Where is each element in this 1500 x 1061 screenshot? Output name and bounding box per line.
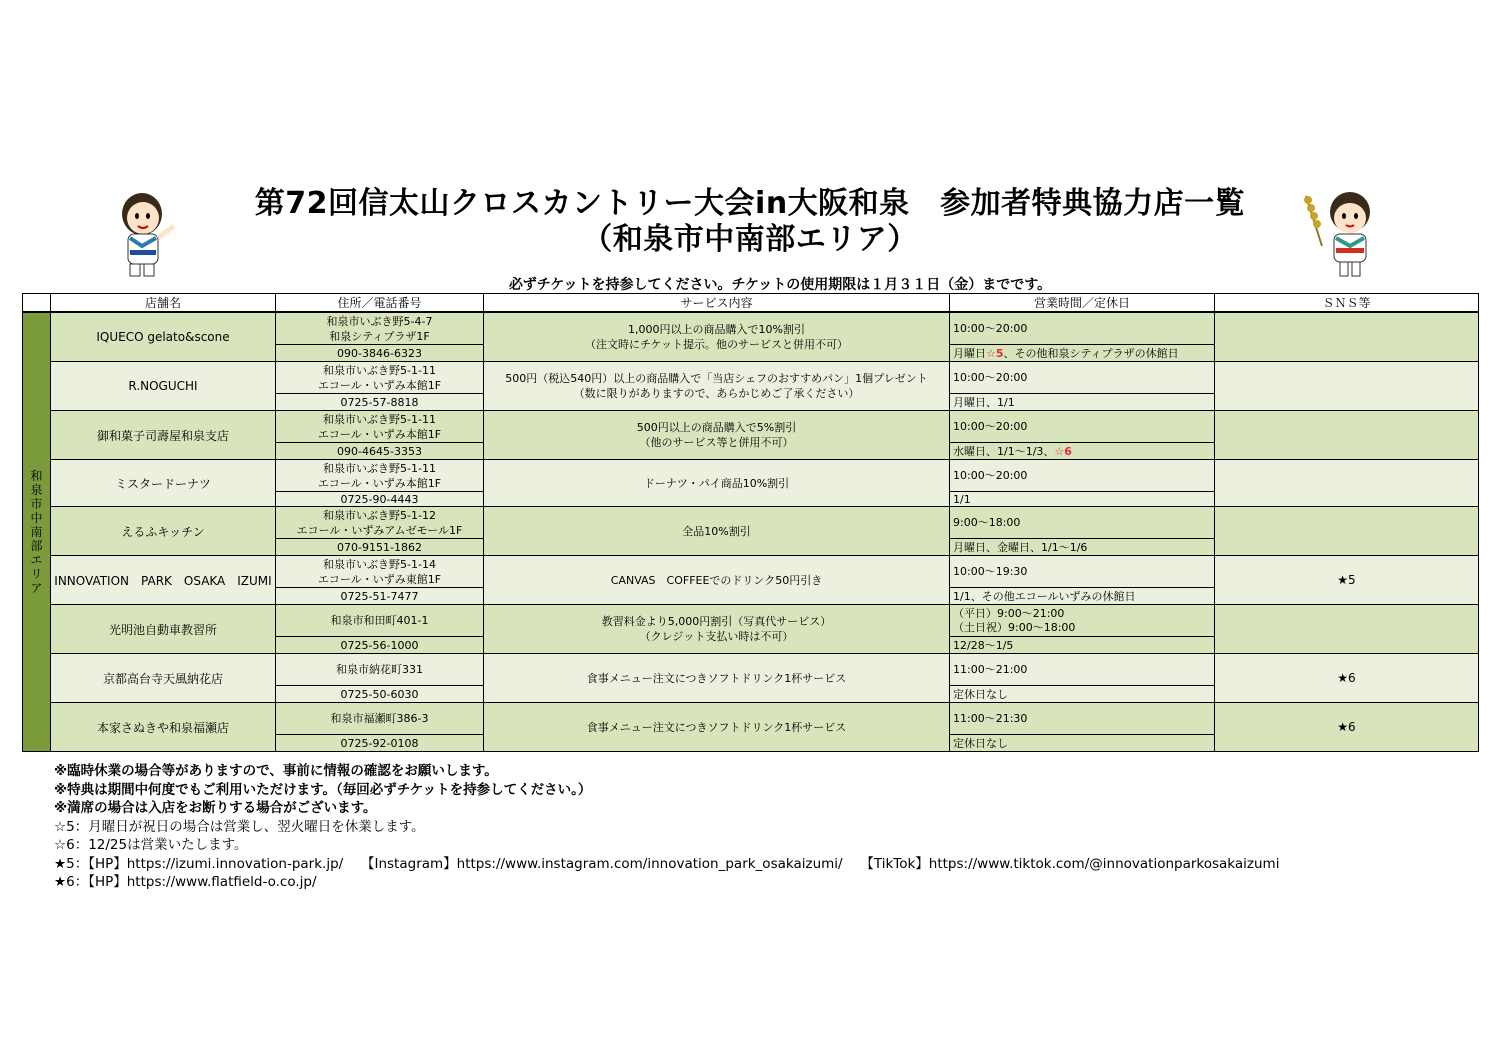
shop-sns (1215, 507, 1479, 556)
shop-service: 1,000円以上の商品購入で10%割引 （注文時にチケット提示。他のサービスと併用不可） (484, 312, 950, 362)
shop-closed-days: 1/1 (950, 492, 1215, 507)
shop-address: 和泉市いぶき野5-1-11 エコール・いずみ本館1F (276, 362, 484, 394)
shop-service: 500円以上の商品購入で5%割引 （他のサービス等と併用不可） (484, 411, 950, 460)
shop-sns: ★5 (1215, 556, 1479, 605)
shop-closed-days: 定休日なし (950, 735, 1215, 752)
page-title (180, 186, 1320, 258)
table-row (23, 654, 1479, 686)
shop-closed-days: 1/1、その他エコールいずみの休館日 (950, 588, 1215, 605)
shop-sns: ★6 (1215, 703, 1479, 752)
shop-name: R.NOGUCHI (51, 362, 276, 411)
shop-sns (1215, 411, 1479, 460)
table-row (23, 411, 1479, 443)
shop-closed-days: 月曜日、1/1 (950, 394, 1215, 411)
shop-closed-days: 水曜日、1/1～1/3、☆6 (950, 443, 1215, 460)
shop-hours: 9:00～18:00 (950, 507, 1215, 539)
shop-address: 和泉市和田町401-1 (276, 605, 484, 637)
table-header-row (23, 294, 1479, 313)
shop-name: 京都高台寺天風納花店 (51, 654, 276, 703)
table-row (23, 362, 1479, 394)
shop-address: 和泉市いぶき野5-1-11 エコール・いずみ本館1F (276, 411, 484, 443)
footnotes (54, 762, 1454, 892)
mascot-boy-illustration (112, 186, 184, 280)
note-line: ※臨時休業の場合等がありますので、事前に情報の確認をお願いします。 (54, 763, 498, 779)
name-header: 店舗名 (51, 294, 276, 313)
note-links-flatfield: ★6：【HP】https://www.flatfield-o.co.jp/ (54, 874, 317, 890)
table-row (23, 703, 1479, 735)
area-header (23, 294, 51, 313)
shop-name: えるふキッチン (51, 507, 276, 556)
shop-closed-days: 定休日なし (950, 686, 1215, 703)
note-line: ☆5：月曜日が祝日の場合は営業し、翌火曜日を休業します。 (54, 818, 425, 835)
shop-service: ドーナツ・パイ商品10%割引 (484, 460, 950, 507)
note-line: ☆6：12/25は営業いたします。 (54, 837, 248, 853)
shop-name: IQUECO gelato&scone (51, 312, 276, 362)
shop-sns (1215, 312, 1479, 362)
title-line-1: 第72回信太山クロスカントリー大会in大阪和泉 参加者特典協力店一覧 (254, 186, 1246, 221)
shop-phone: 0725-56-1000 (276, 637, 484, 654)
service-header: サービス内容 (484, 294, 950, 313)
title-line-2: （和泉市中南部エリア） (582, 222, 918, 257)
area-label: 和泉市中南部エリア (23, 312, 51, 752)
shop-address: 和泉市いぶき野5-1-12 エコール・いずみアムゼモール1F (276, 507, 484, 539)
shop-name: 光明池自動車教習所 (51, 605, 276, 654)
shop-table (22, 293, 1479, 752)
shop-phone: 0725-92-0108 (276, 735, 484, 752)
shop-phone: 0725-90-4443 (276, 492, 484, 507)
hours-header: 営業時間／定休日 (950, 294, 1215, 313)
shop-address: 和泉市いぶき野5-1-14 エコール・いずみ東館1F (276, 556, 484, 588)
shop-address: 和泉市納花町331 (276, 654, 484, 686)
shop-phone: 070-9151-1862 (276, 539, 484, 556)
shop-hours: （平日）9:00～21:00 （土日祝）9:00～18:00 (950, 605, 1215, 637)
shop-name: 本家さぬきや和泉福瀬店 (51, 703, 276, 752)
table-row (23, 507, 1479, 539)
shop-closed-days: 月曜日、金曜日、1/1～1/6 (950, 539, 1215, 556)
shop-phone: 0725-51-7477 (276, 588, 484, 605)
table-row (23, 460, 1479, 492)
shop-service: 食事メニュー注文につきソフトドリンク1杯サービス (484, 703, 950, 752)
shop-closed-days: 12/28～1/5 (950, 637, 1215, 654)
shop-name: INNOVATION PARK OSAKA IZUMI (51, 556, 276, 605)
note-line: ※特典は期間中何度でもご利用いただけます。（毎回必ずチケットを持参してください。） (54, 781, 592, 798)
shop-sns (1215, 362, 1479, 411)
shop-sns (1215, 460, 1479, 507)
shop-phone: 0725-50-6030 (276, 686, 484, 703)
table-row (23, 605, 1479, 637)
table-row (23, 312, 1479, 345)
shop-phone: 090-4645-3353 (276, 443, 484, 460)
table-row (23, 556, 1479, 588)
shop-hours: 11:00～21:00 (950, 654, 1215, 686)
shop-phone: 0725-57-8818 (276, 394, 484, 411)
ticket-notice: 必ずチケットを持参してください。チケットの使用期限は１月３１日（金）までです。 (508, 277, 1052, 293)
shop-hours: 11:00～21:30 (950, 703, 1215, 735)
shop-phone: 090-3846-6323 (276, 345, 484, 362)
shop-sns: ★6 (1215, 654, 1479, 703)
shop-closed-days: 月曜日☆5、その他和泉シティプラザの休館日 (950, 345, 1215, 362)
shop-hours: 10:00～20:00 (950, 411, 1215, 443)
note-links-innovation-park: ★5：【HP】https://izumi.innovation-park.jp/ 【Instagram】https://www.instagram.com/innovation_park_osakaizumi/ 【TikTok】https://www.tiktok.com/@innovationparkosakaizumi (54, 855, 1280, 872)
shop-sns (1215, 605, 1479, 654)
shop-service: CANVAS COFFEEでのドリンク50円引き (484, 556, 950, 605)
shop-name: 御和菓子司壽屋和泉支店 (51, 411, 276, 460)
shop-hours: 10:00～20:00 (950, 460, 1215, 492)
shop-name: ミスタードーナツ (51, 460, 276, 507)
shop-hours: 10:00～20:00 (950, 362, 1215, 394)
sns-header: ＳＮＳ等 (1215, 294, 1479, 313)
shop-hours: 10:00～20:00 (950, 312, 1215, 345)
shop-service: 食事メニュー注文につきソフトドリンク1杯サービス (484, 654, 950, 703)
note-line: ※満席の場合は入店をお断りする場合がございます。 (54, 800, 377, 816)
shop-service: 教習料金より5,000円割引（写真代サービス） （クレジット支払い時は不可） (484, 605, 950, 654)
shop-service: 全品10%割引 (484, 507, 950, 556)
shop-address: 和泉市いぶき野5-1-11 エコール・いずみ本館1F (276, 460, 484, 492)
shop-address: 和泉市福瀬町386-3 (276, 703, 484, 735)
shop-address: 和泉市いぶき野5-4-7 和泉シティプラザ1F (276, 312, 484, 345)
address-header: 住所／電話番号 (276, 294, 484, 313)
shop-service: 500円（税込540円）以上の商品購入で「当店シェフのおすすめパン」1個プレゼント （数に限りがありますので、あらかじめご了承ください） (484, 362, 950, 411)
shop-hours: 10:00～19:30 (950, 556, 1215, 588)
